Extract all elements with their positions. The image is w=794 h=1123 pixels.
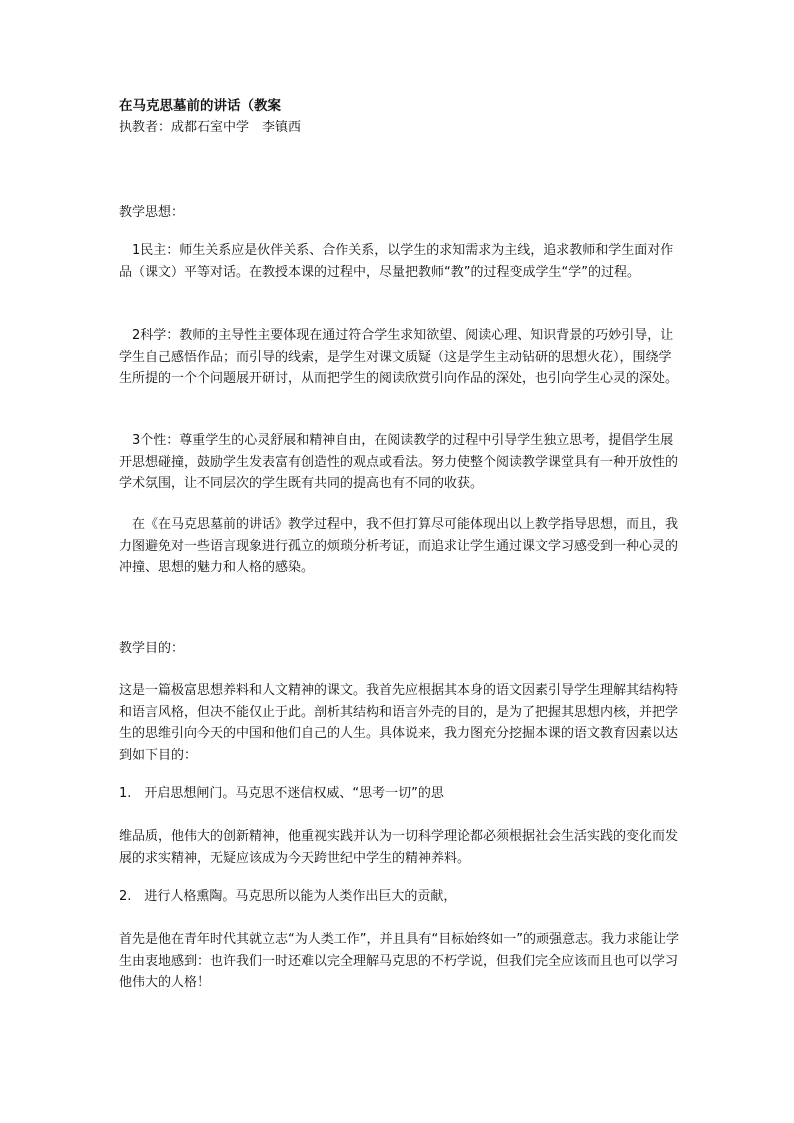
goal-item-1: 1. 开启思想闸门。马克思不迷信权威、“思考一切”的思 — [119, 786, 444, 801]
document-title: 在马克思墓前的讲话（教案 — [119, 98, 281, 114]
teaching-goal-heading: 教学目的： — [119, 641, 185, 656]
thought-science-paragraph: 2科学：教师的主导性主要体现在通过符合学生求知欲望、阅读心理、知识背景的巧妙引导，让学生自己感悟作品；而引导的线索，是学生对课文质疑（这是学生主动钻研的思想火花），围绕学生所提的一个个问题展开研讨，从而把学生的阅读欣赏引向作品的深处，也引向学生心灵的深处。 — [119, 328, 679, 386]
thought-summary-paragraph: 在《在马克思墓前的讲话》教学过程中，我不但打算尽可能体现出以上教学指导思想，而且，我力图避免对一些语言现象进行孤立的烦琐分析考证，而追求让学生通过课文学习感受到一种心灵的冲撞、思想的魅力和人格的感染。 — [119, 517, 679, 575]
thought-individuality-paragraph: 3个性：尊重学生的心灵舒展和精神自由，在阅读教学的过程中引导学生独立思考，提倡学生展开思想碰撞，鼓励学生发表富有创造性的观点或看法。努力使整个阅读教学课堂具有一种开放性的学术氛围，让不同层次的学生既有共同的提高也有不同的收获。 — [119, 433, 679, 491]
goal-intro-paragraph: 这是一篇极富思想养料和人文精神的课文。我首先应根据其本身的语文因素引导学生理解其结构特和语言风格，但决不能仅止于此。剖析其结构和语言外壳的目的，是为了把握其思想内核，并把学生的思维引向今天的中国和他们自己的人生。具体说来，我力图充分挖掘本课的语文教育因素以达到如下目的： — [119, 683, 679, 763]
thought-democracy-paragraph: 1民主：师生关系应是伙伴关系、合作关系，以学生的求知需求为主线，追求教师和学生面对作品（课文）平等对话。在教授本课的过程中，尽量把教师“教”的过程变成学生“学”的过程。 — [119, 243, 674, 280]
goal-item-2: 2. 进行人格熏陶。马克思所以能为人类作出巨大的贡献， — [119, 889, 457, 904]
author-line: 执教者：成都石室中学 李镇西 — [119, 120, 302, 135]
teaching-thought-heading: 教学思想： — [119, 205, 185, 220]
goal-item-2-continued: 首先是他在青年时代其就立志“为人类工作”，并且具有“目标始终如一”的顽强意志。我力求能让学生由衷地感到：也许我们一时还难以完全理解马克思的不朽学说，但我们完全应该而且也可以学习他伟大的人格！ — [119, 932, 679, 990]
goal-item-1-continued: 维品质，他伟大的创新精神，他重视实践并认为一切科学理论都必须根据社会生活实践的变化而发展的求实精神，无疑应该成为今天跨世纪中学生的精神养料。 — [119, 829, 679, 866]
